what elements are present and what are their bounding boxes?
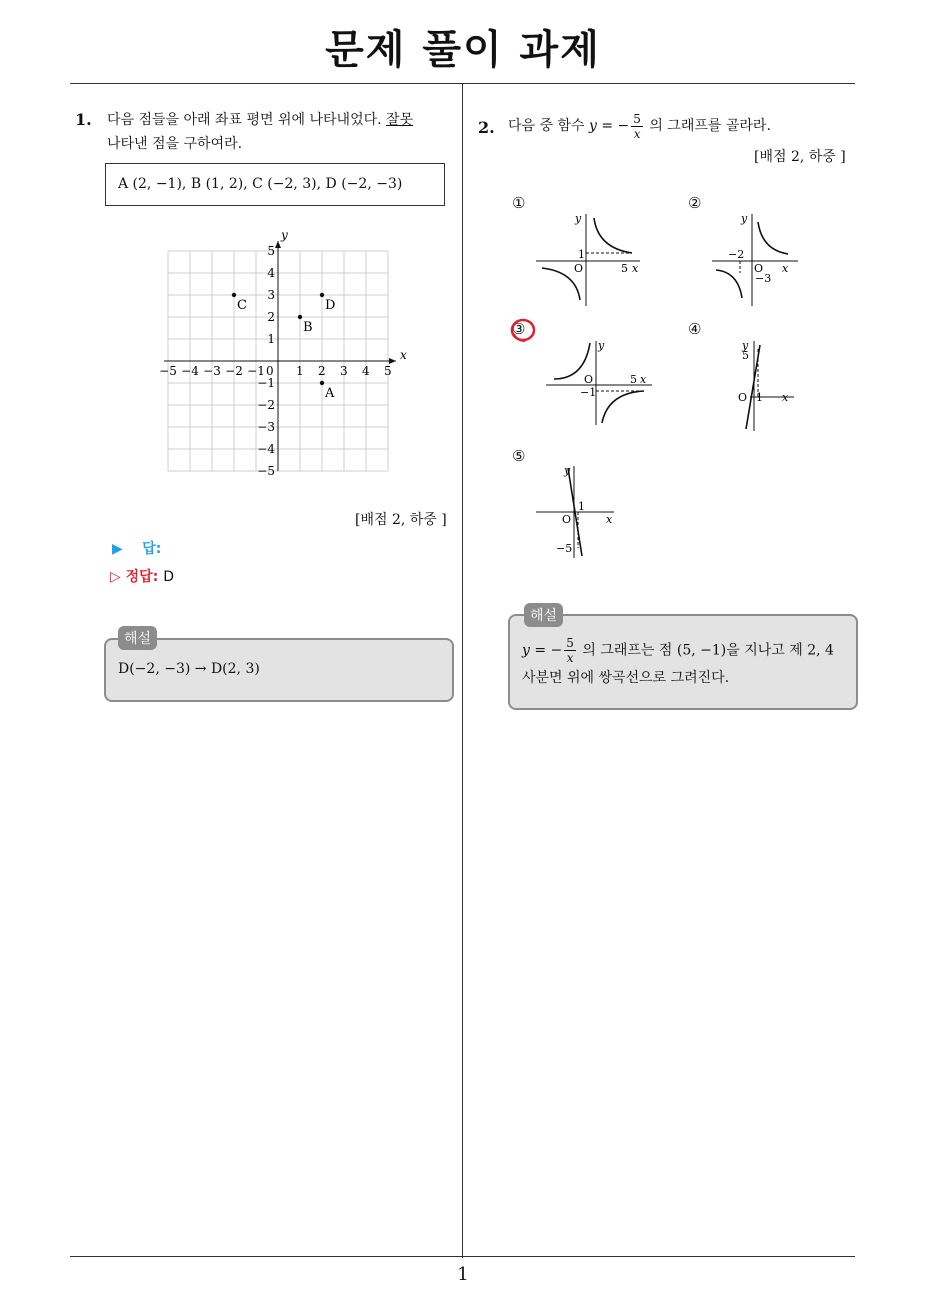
y-tick-label: 4 <box>267 266 275 280</box>
q1-correct-value: D <box>163 569 174 585</box>
y-tick-label: −5 <box>257 464 275 478</box>
x-tick-label: −1 <box>247 364 265 378</box>
x-tick-label: 3 <box>340 364 348 378</box>
q2-option-3: ③ <box>512 320 526 338</box>
graph3-y-label: y <box>598 339 605 352</box>
graph2-neg2: −2 <box>728 248 745 261</box>
q2-exp-fraction <box>564 636 576 665</box>
answer-arrow-icon: ▶ <box>112 541 123 557</box>
x-tick-label: −4 <box>181 364 199 378</box>
graph5-one: 1 <box>578 500 585 513</box>
q2-func-lhs: y = − <box>588 118 630 134</box>
q2-exp-text1: 의 그래프는 점 (5, −1)을 지나고 제 2, 4 <box>577 642 834 659</box>
q2-marked-circle-icon <box>508 316 540 346</box>
q2-exp-den: x <box>566 651 574 665</box>
q1-answer-label: 답: <box>142 541 162 557</box>
y-tick-label: 2 <box>267 310 275 324</box>
q1-score: [배점 2, 하중 ] <box>355 512 447 528</box>
q1-points-box: A (2, −1), B (1, 2), C (−2, 3), D (−2, −3) <box>105 163 445 206</box>
curve-lower-left <box>716 270 742 298</box>
q1-answer-row <box>112 538 161 558</box>
page-title: 문제 풀이 과제 <box>325 27 601 73</box>
y-tick-label: −3 <box>257 420 275 434</box>
q2-option-4: ④ <box>688 320 702 338</box>
q1-explanation-text: D(−2, −3) → D(2, 3) <box>118 661 260 677</box>
curve-lower-right <box>602 391 644 423</box>
y-axis-label: y <box>281 228 288 242</box>
q1-text <box>107 108 462 156</box>
q1-line1: 다음 점들을 아래 좌표 평면 위에 나타내었다. <box>107 112 387 128</box>
curve-upper-right <box>594 218 632 253</box>
q1-underlined: 잘못 <box>386 112 414 128</box>
graph3-five: 5 <box>630 373 637 386</box>
q1-axes <box>164 228 407 471</box>
y-tick-label: 5 <box>267 244 275 258</box>
q2-exp-lhs: y = − <box>522 642 563 659</box>
point-a <box>320 381 324 385</box>
graph4-five: 5 <box>742 349 749 362</box>
q2-text-before: 다음 중 함수 <box>508 118 589 134</box>
graph1-origin: O <box>574 262 584 275</box>
q1-correct-label: 정답: <box>125 569 159 585</box>
q2-text <box>508 106 848 146</box>
q2-exp-num: 5 <box>566 636 574 650</box>
x-tick-label: 5 <box>384 364 392 378</box>
q2-graph-3 <box>540 335 660 430</box>
point-label-c: C <box>237 298 247 313</box>
x-tick-label: −5 <box>159 364 177 378</box>
y-tick-label: −4 <box>257 442 275 456</box>
point-label-d: D <box>325 298 336 313</box>
graph5-origin: O <box>562 513 572 526</box>
graph4-origin: O <box>738 391 748 404</box>
q2-number: 2. <box>478 118 495 137</box>
y-tick-label: −2 <box>257 398 275 412</box>
graph5-x-label: x <box>606 513 613 526</box>
graph1-one: 1 <box>578 248 585 261</box>
page-number: 1 <box>457 1264 469 1285</box>
q2-score: [배점 2, 하중 ] <box>754 149 846 165</box>
q1-line2: 나타낸 점을 구하여라. <box>107 136 243 152</box>
x-tick-label: 1 <box>296 364 304 378</box>
q2-func-fraction <box>631 112 643 141</box>
graph1-five: 5 <box>621 262 628 275</box>
x-tick-label: 2 <box>318 364 326 378</box>
point-c <box>232 293 236 297</box>
x-tick-label: −2 <box>225 364 243 378</box>
q2-graph-1 <box>532 208 644 308</box>
q2-func-num: 5 <box>633 111 641 126</box>
q2-text-after: 의 그래프를 골라라. <box>644 118 771 134</box>
q2-func-den: x <box>633 126 641 141</box>
q2-explanation-tag: 해설 <box>524 603 563 627</box>
q2-graph-5 <box>532 460 632 560</box>
graph4-x-label: x <box>782 391 789 404</box>
graph3-neg1: −1 <box>580 386 597 399</box>
q2-option-2: ② <box>688 194 702 212</box>
bottom-divider <box>70 1256 855 1257</box>
q1-coordinate-graph <box>155 228 410 478</box>
x-axis-label: x <box>400 348 407 362</box>
point-label-b: B <box>303 320 313 335</box>
y-tick-label: 1 <box>267 332 275 346</box>
q2-option-1: ① <box>512 194 526 212</box>
point-d <box>320 293 324 297</box>
q2-exp-text2: 사분면 위에 쌍곡선으로 그려진다. <box>522 670 730 686</box>
graph4-one: 1 <box>756 391 763 404</box>
q1-number: 1. <box>75 110 92 129</box>
x-tick-label: 4 <box>362 364 370 378</box>
q2-option-5: ⑤ <box>512 447 526 465</box>
q1-points <box>232 293 336 401</box>
q1-explanation-tag: 해설 <box>118 626 157 650</box>
graph2-neg3: −3 <box>755 272 772 285</box>
graph5-neg5: −5 <box>556 542 573 555</box>
graph1-x-label: x <box>632 262 639 275</box>
y-arrow-icon <box>275 241 281 248</box>
graph2-y-label: y <box>741 212 748 225</box>
y-tick-label: −1 <box>257 376 275 390</box>
column-divider <box>462 83 463 1258</box>
q1-correct-row <box>110 566 174 586</box>
y-tick-label: 3 <box>267 288 275 302</box>
q2-graph-2 <box>708 208 820 308</box>
graph3-origin: O <box>584 373 594 386</box>
graph4-y-label: y <box>742 339 749 352</box>
q2-graph-4 <box>732 335 812 435</box>
point-b <box>298 315 302 319</box>
point-label-a: A <box>325 386 335 401</box>
q2-explanation-text <box>522 636 852 691</box>
x-tick-label: 0 <box>266 364 274 378</box>
graph3-x-label: x <box>640 373 647 386</box>
curve-upper-right <box>758 222 788 254</box>
correct-arrow-icon: ▷ <box>110 569 121 585</box>
graph2-origin: O <box>754 262 764 275</box>
x-tick-label: −3 <box>203 364 221 378</box>
graph5-y-label: y <box>564 464 571 477</box>
graph1-y-label: y <box>575 212 582 225</box>
graph2-x-label: x <box>782 262 789 275</box>
